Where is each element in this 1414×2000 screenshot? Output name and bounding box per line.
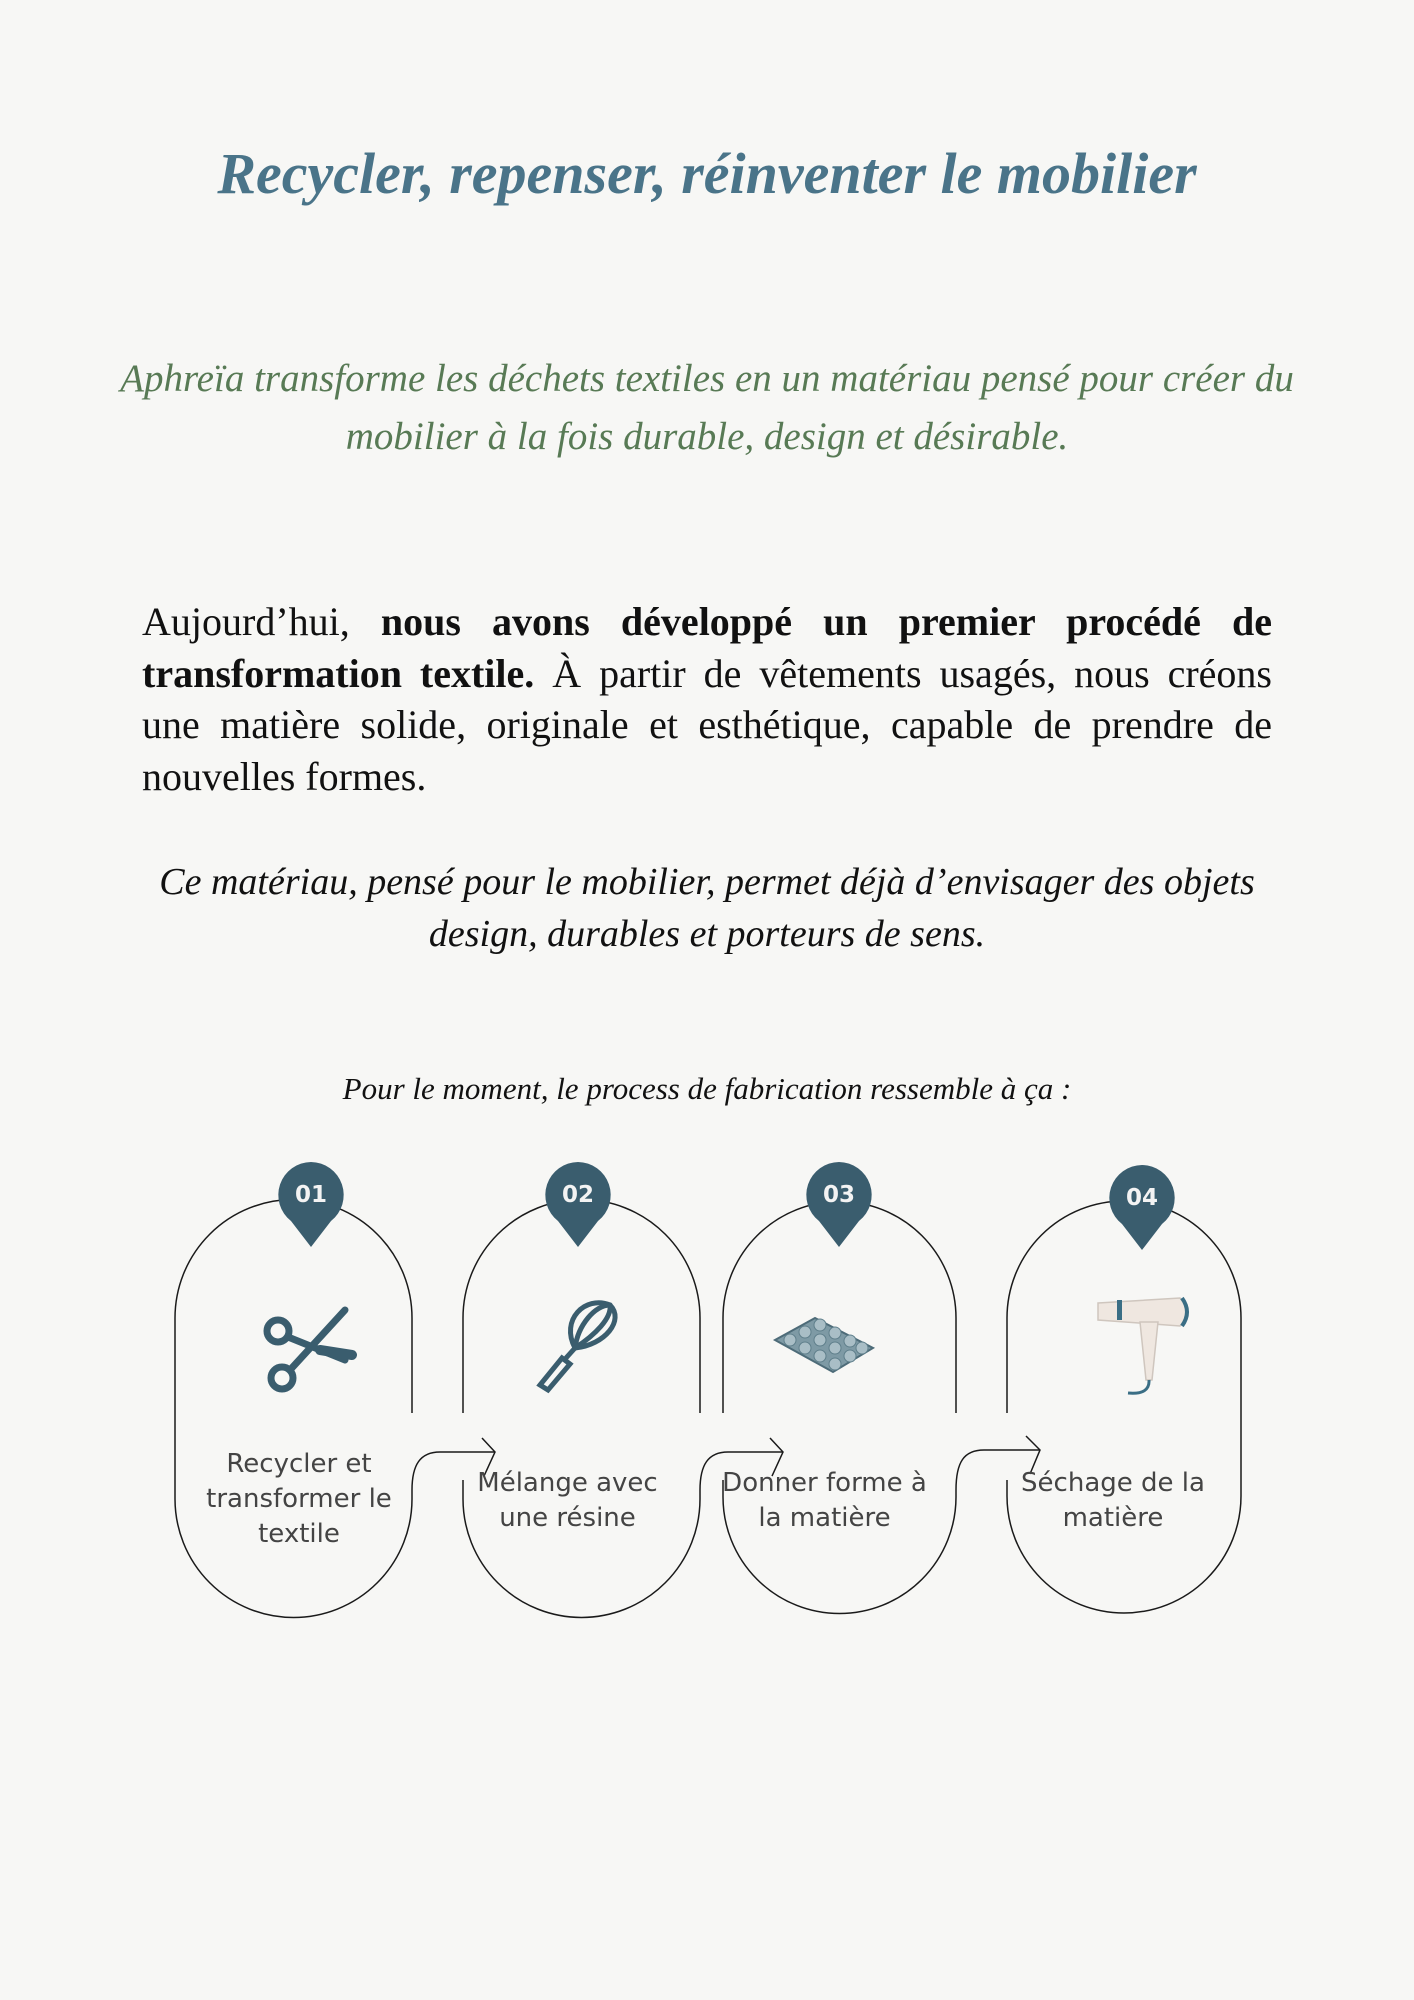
body-paragraph — [142, 596, 1272, 802]
step-4-label: Séchage de la matière — [1021, 1468, 1205, 1533]
step-3-outline — [723, 1202, 1040, 1614]
step-1-label: Recycler et transformer le textile — [206, 1449, 392, 1549]
process-intro: Pour le moment, le process de fabrication ressemble à ça : — [342, 1071, 1072, 1106]
scissors-icon — [267, 1310, 352, 1389]
step-3-label: Donner forme à la matière — [722, 1468, 927, 1533]
hair-dryer-icon — [1098, 1298, 1187, 1393]
mold-tray-icon — [775, 1318, 873, 1372]
step-2-label: Mélange avec une résine — [477, 1468, 658, 1533]
step-3-number: 03 — [822, 1182, 855, 1208]
whisk-icon — [540, 1303, 615, 1390]
step-2-number: 02 — [561, 1182, 594, 1208]
subtitle: Aphreïa transforme les déchets textiles en un matériau pensé pour créer du mobilier à la fois durable, design et désirable. — [120, 357, 1294, 458]
body-lead: Aujourd’hui, — [142, 599, 381, 644]
step-1-number: 01 — [294, 1182, 327, 1208]
step-2-outline — [463, 1200, 783, 1618]
body-rest: À partir de vêtements usagés, nous créons une matière solide, originale et esthétique, capable de prendre de nouvelles formes. — [142, 650, 1272, 799]
step-4-outline — [1007, 1201, 1241, 1613]
step-4-number: 04 — [1125, 1185, 1158, 1211]
page-title: Recycler, repenser, réinventer le mobilier — [217, 141, 1197, 206]
body-bold: nous avons développé un premier procédé de transformation textile. — [142, 599, 1272, 696]
step-1-outline — [175, 1200, 495, 1618]
process-diagram — [0, 1150, 1414, 1650]
quote-paragraph: Ce matériau, pensé pour le mobilier, permet déjà d’envisager des objets design, durables et porteurs de sens. — [159, 861, 1255, 955]
